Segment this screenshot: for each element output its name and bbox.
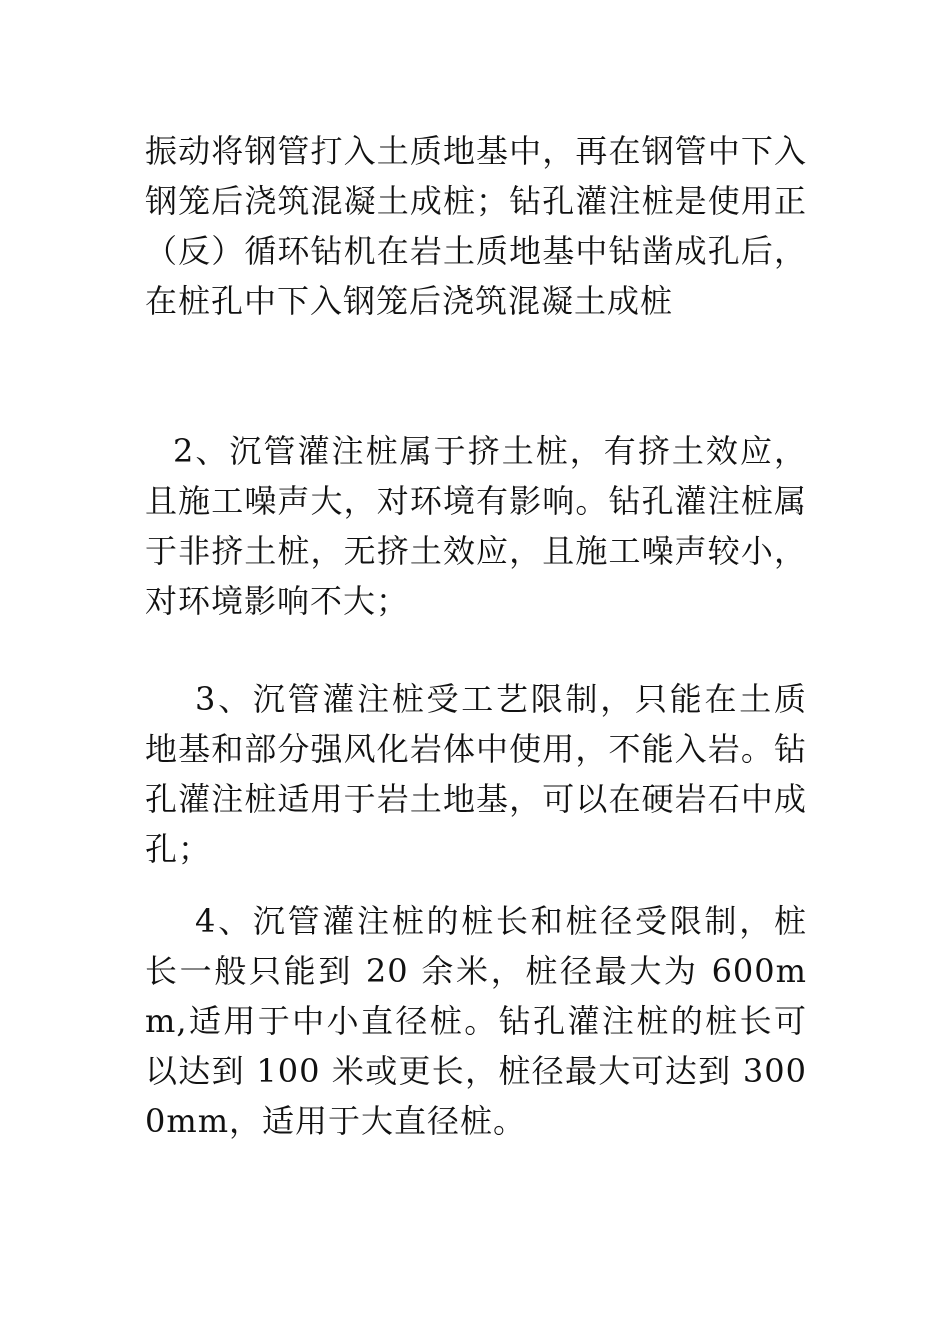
paragraph-pile-definition: 振动将钢管打入土质地基中，再在钢管中下入钢笼后浇筑混凝土成桩；钻孔灌注桩是使用正（反）循环钻机在岩土质地基中钻凿成孔后，在桩孔中下入钢笼后浇筑混凝土成桩 (145, 132, 807, 320)
paragraph-point-2: 2、沉管灌注桩属于挤土桩，有挤土效应，且施工噪声大，对环境有影响。钻孔灌注桩属于非挤土桩，无挤土效应，且施工噪声较小，对环境影响不大； (145, 432, 807, 620)
paragraph-point-3: 3、沉管灌注桩受工艺限制，只能在土质地基和部分强风化岩体中使用，不能入岩。钻孔灌注桩适用于岩土地基，可以在硬岩石中成孔； (145, 680, 807, 868)
paragraph-point-4: 4、沉管灌注桩的桩长和桩径受限制，桩长一般只能到 20 余米，桩径最大为 600mm,适用于中小直径桩。钻孔灌注桩的桩长可以达到 100 米或更长，桩径最大可达到 3000mm，适用于大直径桩。 (145, 902, 807, 1140)
